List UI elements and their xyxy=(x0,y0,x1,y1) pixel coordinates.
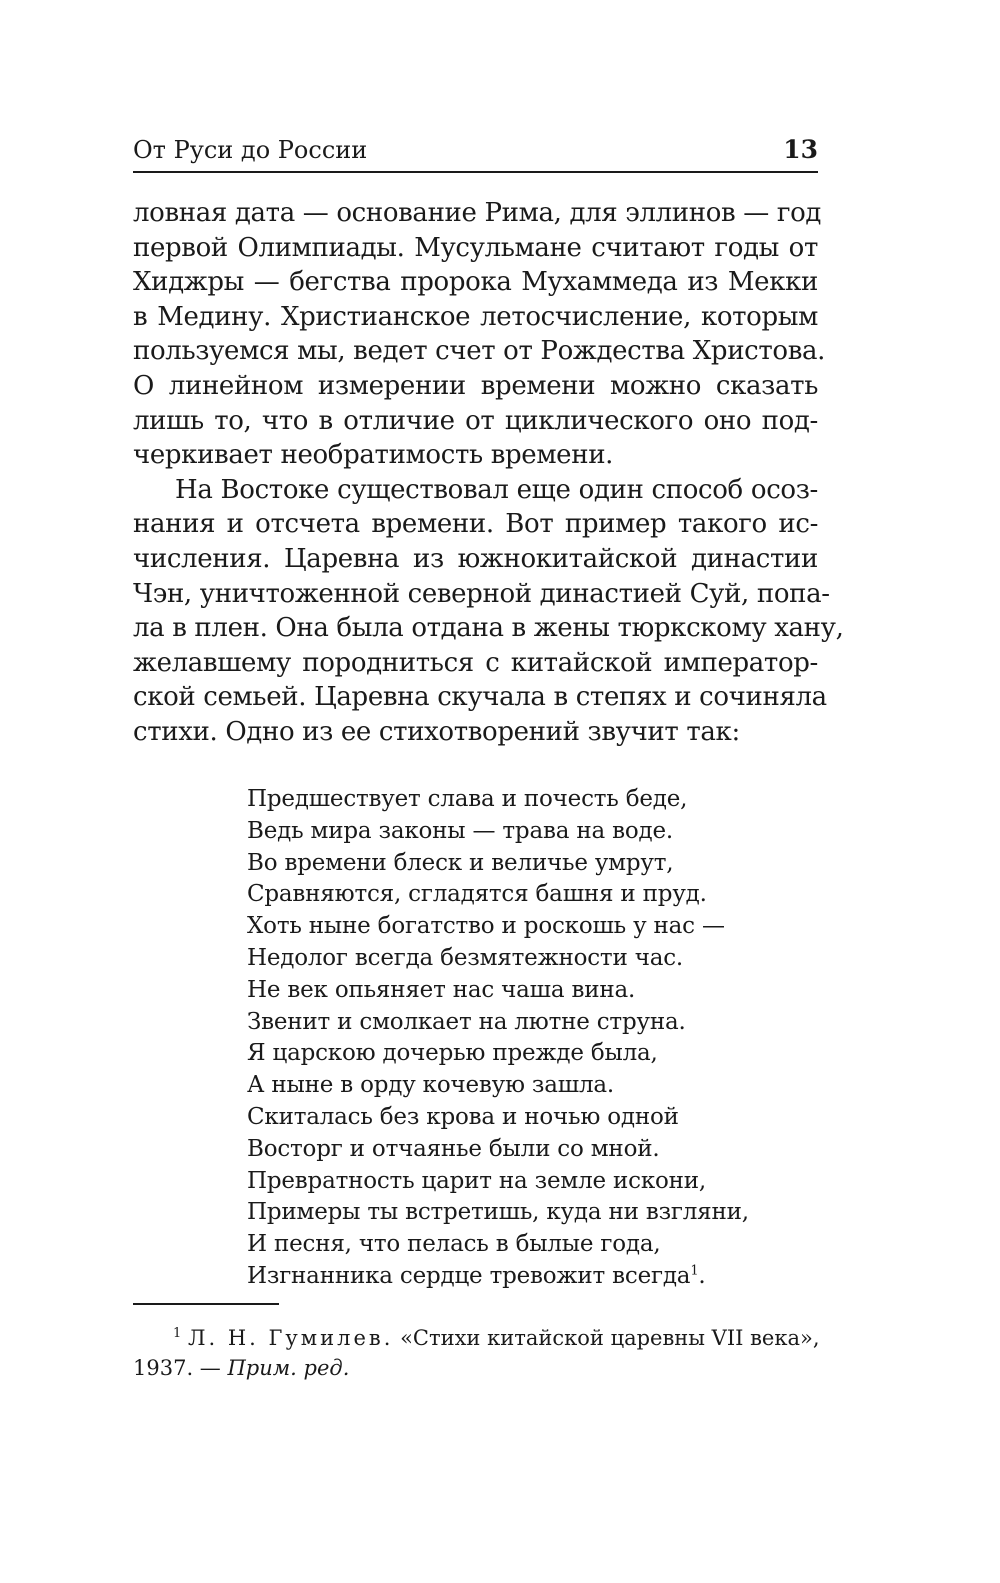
header-rule xyxy=(133,171,818,173)
footnote xyxy=(133,1323,818,1383)
poem-verse: И песня, что пелась в былые года, xyxy=(247,1231,661,1258)
main-text xyxy=(133,196,844,750)
poem-verse: Ведь мира законы — трава на воде. xyxy=(247,817,673,844)
poem-verse: Предшествует слава и почесть беде, xyxy=(247,786,688,812)
poem-verse: Во времени блеск и величье умрут, xyxy=(247,849,674,876)
poem-verse: Не век опьяняет нас чаша вина. xyxy=(247,976,636,1003)
text-line: ловная дата — основание Рима, для эллинов — год xyxy=(133,198,822,228)
footnote-line xyxy=(133,1353,818,1383)
text-line: Хиджры — бегства пророка Мухаммеда из Мекки xyxy=(133,267,818,298)
text-line: желавшему породниться с китайской император- xyxy=(133,647,818,678)
footnote-marker: 1 xyxy=(173,1326,182,1341)
footnote-title: «Стихи китайской царевны VII века», xyxy=(400,1326,820,1350)
poem-verse: А ныне в орду кочевую зашла. xyxy=(247,1072,614,1099)
footnote-line xyxy=(133,1323,818,1353)
poem-verse: Звенит и смолкает на лютне струна. xyxy=(247,1008,686,1035)
text-line: На Востоке существовал еще один способ осоз- xyxy=(175,474,818,505)
text-line: числения. Царевна из южнокитайской династии xyxy=(133,543,818,574)
poem-verse: Сравняются, сгладятся башня и пруд. xyxy=(247,881,707,908)
text-line: в Медину. Христианское летосчисление, которым xyxy=(133,301,818,332)
poem-verse: Восторг и отчаянье были со мной. xyxy=(247,1135,660,1162)
poem-verse: Превратность царит на земле искони, xyxy=(247,1167,707,1194)
footnote-year: 1937. — xyxy=(133,1356,221,1380)
poem-verse-last: Изгнанника сердце тревожит всегда$^1$. xyxy=(247,1262,706,1289)
poem-verse: Хоть ныне богатство и роскошь у нас — xyxy=(247,913,725,940)
book-title: От Руси до России xyxy=(133,136,368,164)
footnote-rule xyxy=(133,1303,279,1305)
text-line: черкивает необратимость времени. xyxy=(133,440,614,471)
text-line: Чэн, уничтоженной северной династией Суй, попа- xyxy=(133,578,830,609)
poem-verse-text: Изгнанника сердце тревожит всегда xyxy=(247,1262,691,1289)
poem xyxy=(247,784,807,1293)
text-line: О линейном измерении времени можно сказать xyxy=(133,370,818,401)
poem-verse: Недолог всегда безмятежности час. xyxy=(247,944,684,971)
poem-verse: Примеры ты встретишь, куда ни взгляни, xyxy=(247,1199,749,1226)
text-line: стихи. Одно из ее стихотворений звучит так: xyxy=(133,716,740,747)
text-line: лишь то, что в отличие от циклического оно под- xyxy=(133,405,818,436)
book-page xyxy=(133,0,844,1583)
poem-verse: Я царскою дочерью прежде была, xyxy=(247,1040,658,1067)
running-head xyxy=(133,132,818,168)
text-line: пользуемся мы, ведет счет от Рождества Христова. xyxy=(133,336,826,367)
text-line: первой Олимпиады. Мусульмане считают годы от xyxy=(133,232,818,263)
footnote-reference[interactable]: 1 xyxy=(690,1263,699,1279)
page-number: 13 xyxy=(783,135,818,164)
text-line: нания и отсчета времени. Вот пример такого ис- xyxy=(133,509,818,540)
text-line: ской семьей. Царевна скучала в степях и сочиняла xyxy=(133,682,827,713)
footnote-editor-note: Прим. ред. xyxy=(227,1356,350,1380)
footnote-author: Л. Н. Гумилев. xyxy=(187,1326,394,1350)
text-line: ла в плен. Она была отдана в жены тюркскому хану, xyxy=(133,613,844,644)
poem-verse: Скиталась без крова и ночью одной xyxy=(247,1103,679,1130)
